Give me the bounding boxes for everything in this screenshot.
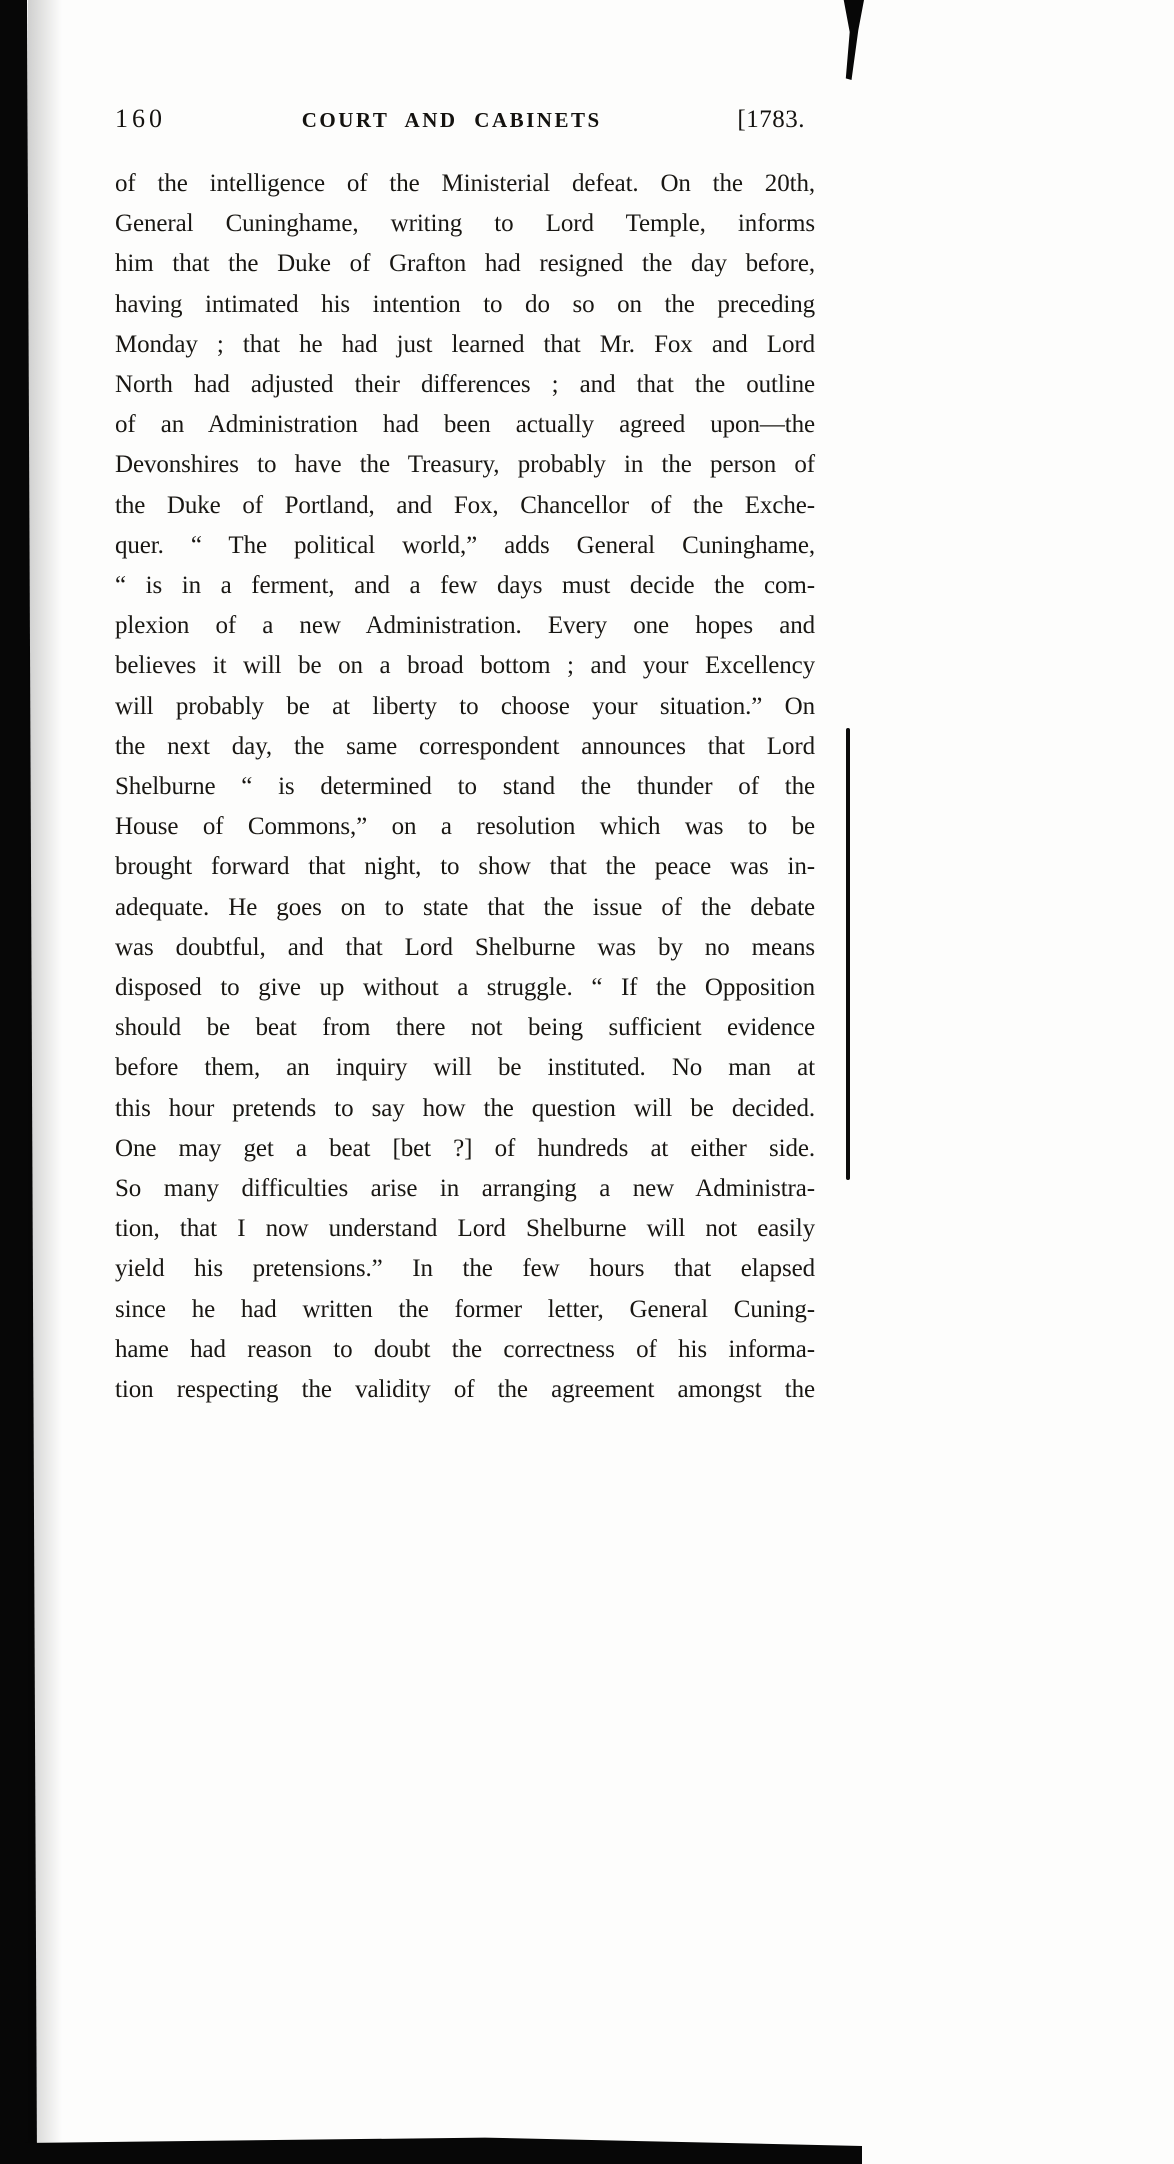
body-text bbox=[115, 164, 815, 1410]
text-line: quer. “ The political world,” adds General Cuninghame, bbox=[115, 531, 815, 559]
text-line: the Duke of Portland, and Fox, Chancellor of the Exche- bbox=[115, 491, 815, 519]
page-header bbox=[115, 104, 805, 134]
text-line: having intimated his intention to do so on the preceding bbox=[115, 290, 815, 318]
text-line: tion respecting the validity of the agreement amongst the bbox=[115, 1376, 815, 1404]
running-title: COURT AND CABINETS bbox=[301, 108, 602, 132]
text-line: hame had reason to doubt the correctness of his informa- bbox=[115, 1335, 815, 1363]
text-line: of the intelligence of the Ministerial defeat. On the 20th, bbox=[115, 170, 815, 197]
text-line: of an Administration had been actually agreed upon—the bbox=[115, 411, 815, 439]
text-line: Shelburne “ is determined to stand the thunder of the bbox=[115, 773, 815, 801]
text-line: disposed to give up without a struggle. “ If the Opposition bbox=[115, 974, 815, 1002]
text-line: since he had written the former letter, General Cuning- bbox=[115, 1295, 815, 1323]
text-line: Devonshires to have the Treasury, probably in the person of bbox=[115, 451, 815, 479]
text-line: So many difficulties arise in arranging a new Administra- bbox=[115, 1175, 815, 1203]
page-number: 160 bbox=[115, 104, 166, 133]
text-line: before them, an inquiry will be instituted. No man at bbox=[115, 1054, 815, 1082]
text-line: North had adjusted their differences ; and that the outline bbox=[115, 371, 815, 399]
text-line: “ is in a ferment, and a few days must decide the com- bbox=[115, 572, 815, 600]
text-line: tion, that I now understand Lord Shelburne will not easily bbox=[115, 1215, 815, 1243]
text-line: adequate. He goes on to state that the issue of the debate bbox=[115, 893, 815, 921]
scan-edge-left bbox=[0, 0, 38, 2164]
scan-corner-top-right bbox=[838, 0, 864, 80]
text-line: this hour pretends to say how the question will be decided. bbox=[115, 1094, 815, 1122]
text-line: Monday ; that he had just learned that Mr. Fox and Lord bbox=[115, 330, 815, 358]
text-line: One may get a beat [bet ?] of hundreds at either side. bbox=[115, 1134, 815, 1162]
text-line: General Cuninghame, writing to Lord Temple, informs bbox=[115, 210, 815, 238]
text-line: will probably be at liberty to choose your situation.” On bbox=[115, 692, 815, 720]
text-line: yield his pretensions.” In the few hours that elapsed bbox=[115, 1255, 815, 1283]
text-line: House of Commons,” on a resolution which was to be bbox=[115, 813, 815, 841]
text-line: believes it will be on a broad bottom ; and your Excellency bbox=[115, 652, 815, 680]
text-line: plexion of a new Administration. Every one hopes and bbox=[115, 612, 815, 640]
text-line: should be beat from there not being sufficient evidence bbox=[115, 1014, 815, 1042]
scan-edge-bottom bbox=[24, 2134, 862, 2164]
year-label: [1783. bbox=[737, 106, 805, 133]
text-line: him that the Duke of Grafton had resigned the day before, bbox=[115, 250, 815, 278]
text-line: was doubtful, and that Lord Shelburne was by no means bbox=[115, 933, 815, 961]
text-line: the next day, the same correspondent announces that Lord bbox=[115, 732, 815, 760]
text-line: brought forward that night, to show that the peace was in- bbox=[115, 853, 815, 881]
scan-edge-right bbox=[846, 728, 850, 1180]
